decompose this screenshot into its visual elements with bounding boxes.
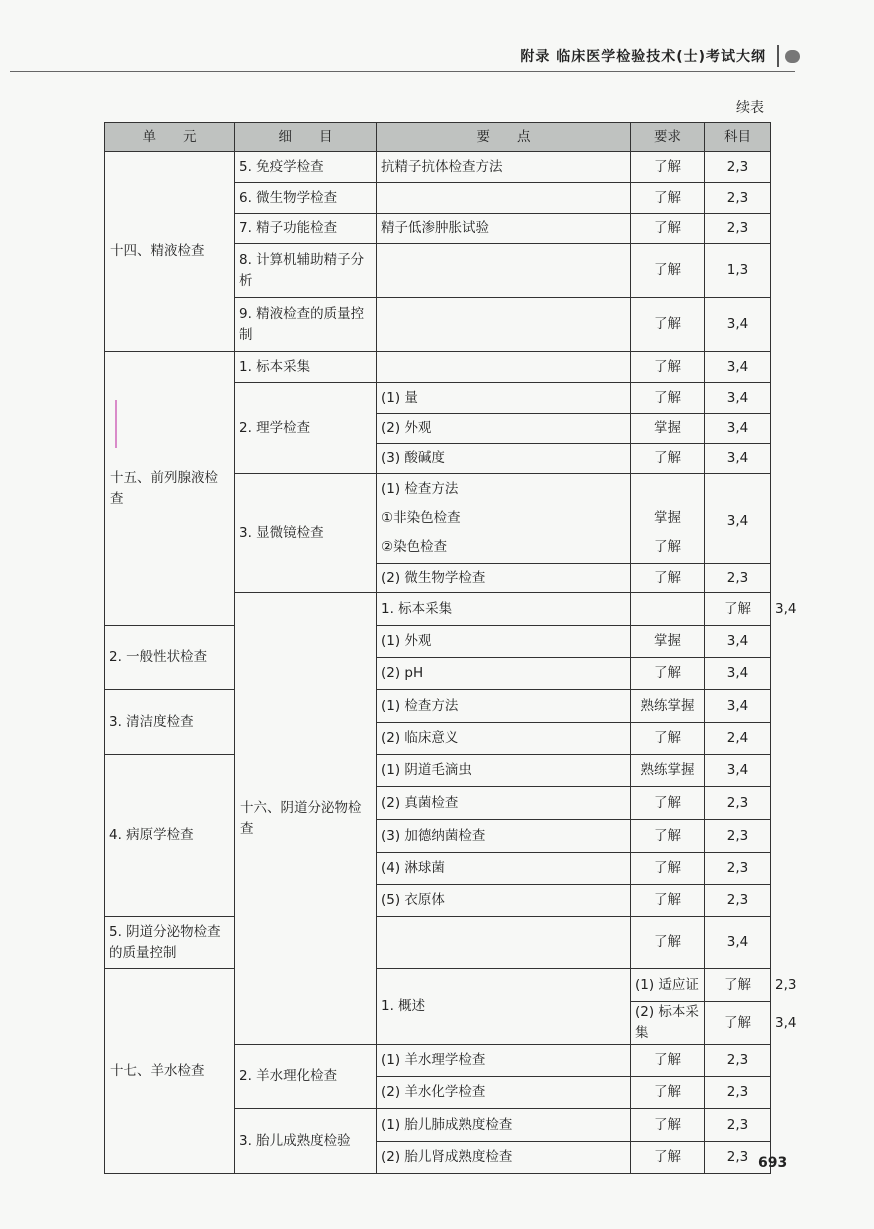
col-header-unit: 单 元 xyxy=(105,123,235,152)
req-cell: 了解 xyxy=(705,593,771,626)
point-cell: (1) 量 xyxy=(377,383,631,414)
subj-cell: 3,4 xyxy=(705,298,771,352)
point-cell: (1) 外观 xyxy=(377,626,631,658)
header-rule xyxy=(10,71,795,72)
point-cell: (1) 检查方法 xyxy=(377,690,631,723)
subj-cell: 2,3 xyxy=(705,1077,771,1109)
item-cell: 3. 胎儿成熟度检验 xyxy=(235,1109,377,1174)
item-cell: 1. 标本采集 xyxy=(235,352,377,383)
unit-cell: 十七、羊水检查 xyxy=(105,969,235,1174)
table-header-row xyxy=(105,123,771,152)
col-header-req: 要求 xyxy=(631,123,705,152)
subj-cell: 2,3 xyxy=(705,183,771,214)
point-cell xyxy=(377,244,631,298)
point-cell: (1) 阴道毛滴虫 xyxy=(377,755,631,787)
point-cell: (2) 外观 xyxy=(377,414,631,444)
subj-cell: 3,4 xyxy=(705,626,771,658)
item-cell: 6. 微生物学检查 xyxy=(235,183,377,214)
req-cell: 了解 xyxy=(631,853,705,885)
req-line: 掌握 xyxy=(654,510,681,526)
subj-cell: 2,3 xyxy=(705,214,771,244)
req-cell: 了解 xyxy=(631,885,705,917)
unit-cell: 十六、阴道分泌物检查 xyxy=(235,593,377,1045)
header-divider xyxy=(777,45,779,67)
point-cell xyxy=(377,917,631,969)
req-cell: 了解 xyxy=(631,383,705,414)
table-row xyxy=(105,352,771,383)
table-row xyxy=(105,755,771,787)
req-cell: 了解 xyxy=(631,298,705,352)
req-cell: 熟练掌握 xyxy=(631,690,705,723)
subj-cell: 2,3 xyxy=(705,820,771,853)
point-cell: (2) 胎儿肾成熟度检查 xyxy=(377,1142,631,1174)
req-cell: 掌握 xyxy=(631,414,705,444)
req-cell: 了解 xyxy=(631,1045,705,1077)
point-line: (1) 检查方法 xyxy=(381,481,459,497)
subj-cell: 3,4 xyxy=(705,444,771,474)
subj-cell: 3,4 xyxy=(705,658,771,690)
req-line: 了解 xyxy=(654,539,681,555)
subj-cell: 2,3 xyxy=(705,152,771,183)
table-row xyxy=(105,917,771,969)
table-row: 十六、阴道分泌物检查 1. 标本采集 了解 3,4 xyxy=(105,593,771,626)
point-cell: (1) 胎儿肺成熟度检查 xyxy=(377,1109,631,1142)
subj-cell: 2,3 xyxy=(705,1045,771,1077)
unit-cell: 十五、前列腺液检查 xyxy=(105,352,235,626)
point-cell xyxy=(377,183,631,214)
item-cell: 5. 阴道分泌物检查的质量控制 xyxy=(105,917,235,969)
item-cell: 2. 理学检查 xyxy=(235,383,377,474)
req-cell: 了解 xyxy=(631,1109,705,1142)
req-cell: 了解 xyxy=(631,1077,705,1109)
item-cell: 1. 标本采集 xyxy=(377,593,631,626)
req-cell: 了解 xyxy=(631,214,705,244)
req-cell: 了解 xyxy=(705,969,771,1002)
subj-cell: 2,3 xyxy=(705,853,771,885)
item-cell: 3. 显微镜检查 xyxy=(235,474,377,593)
point-cell: (2) 羊水化学检查 xyxy=(377,1077,631,1109)
table-row xyxy=(105,690,771,723)
subj-cell: 3,4 xyxy=(705,474,771,564)
point-cell xyxy=(377,474,631,564)
item-cell: 4. 病原学检查 xyxy=(105,755,235,917)
item-cell: 2. 羊水理化检查 xyxy=(235,1045,377,1109)
col-header-subj: 科目 xyxy=(705,123,771,152)
point-cell: (3) 酸碱度 xyxy=(377,444,631,474)
page-number: 693 xyxy=(758,1155,788,1171)
req-cell: 了解 xyxy=(631,244,705,298)
req-cell: 了解 xyxy=(631,152,705,183)
req-cell: 了解 xyxy=(631,352,705,383)
item-cell: 7. 精子功能检查 xyxy=(235,214,377,244)
subj-cell: 1,3 xyxy=(705,244,771,298)
item-cell: 8. 计算机辅助精子分析 xyxy=(235,244,377,298)
col-header-item: 细 目 xyxy=(235,123,377,152)
req-cell: 掌握 xyxy=(631,626,705,658)
point-cell: (2) 真菌检查 xyxy=(377,787,631,820)
subj-cell: 3,4 xyxy=(705,383,771,414)
point-line: ①非染色检查 xyxy=(381,510,461,526)
point-cell: (2) 临床意义 xyxy=(377,723,631,755)
point-cell: (1) 适应证 xyxy=(631,969,705,1002)
table-row: (2) 标本采集 了解 3,4 xyxy=(105,1002,771,1045)
point-cell: (5) 衣原体 xyxy=(377,885,631,917)
point-cell xyxy=(377,352,631,383)
point-cell: (2) 标本采集 xyxy=(631,1002,705,1045)
point-line: ②染色检查 xyxy=(381,539,448,555)
point-cell: 精子低渗肿胀试验 xyxy=(377,214,631,244)
point-cell: (2) pH xyxy=(377,658,631,690)
subj-cell: 2,3 xyxy=(705,564,771,593)
subj-cell: 2,3 xyxy=(705,1142,771,1174)
header-title: 附录 临床医学检验技术(士)考试大纲 xyxy=(520,49,766,65)
subj-cell: 3,4 xyxy=(705,414,771,444)
item-cell: 9. 精液检查的质量控制 xyxy=(235,298,377,352)
table-row: 十七、羊水检查 1. 概述 (1) 适应证 了解 2,3 xyxy=(105,969,771,1002)
req-cell: 熟练掌握 xyxy=(631,755,705,787)
req-cell: 了解 xyxy=(631,723,705,755)
req-cell: 了解 xyxy=(631,564,705,593)
subj-cell: 3,4 xyxy=(705,352,771,383)
req-cell: 了解 xyxy=(631,917,705,969)
point-cell: (4) 淋球菌 xyxy=(377,853,631,885)
point-cell: (3) 加德纳菌检查 xyxy=(377,820,631,853)
req-cell: 了解 xyxy=(631,1142,705,1174)
item-cell: 1. 概述 xyxy=(377,969,631,1045)
req-cell: 了解 xyxy=(631,787,705,820)
req-cell: 了解 xyxy=(705,1002,771,1045)
req-cell: 了解 xyxy=(631,444,705,474)
req-cell xyxy=(631,474,705,564)
point-cell xyxy=(377,298,631,352)
point-cell: 抗精子抗体检查方法 xyxy=(377,152,631,183)
col-header-point: 要 点 xyxy=(377,123,631,152)
subj-cell: 3,4 xyxy=(705,917,771,969)
running-header xyxy=(0,40,874,72)
subj-cell: 2,3 xyxy=(705,787,771,820)
subj-cell: 3,4 xyxy=(705,690,771,723)
table-row xyxy=(105,626,771,658)
subj-cell: 2,4 xyxy=(705,723,771,755)
point-cell: (2) 微生物学检查 xyxy=(377,564,631,593)
req-cell: 了解 xyxy=(631,658,705,690)
item-cell: 2. 一般性状检查 xyxy=(105,626,235,690)
subj-cell: 2,3 xyxy=(705,885,771,917)
point-cell: (1) 羊水理学检查 xyxy=(377,1045,631,1077)
continued-label: 续表 xyxy=(736,100,764,116)
req-cell: 了解 xyxy=(631,820,705,853)
item-cell: 3. 清洁度检查 xyxy=(105,690,235,755)
table-row xyxy=(105,152,771,183)
header-badge-icon xyxy=(785,50,800,63)
item-cell: 5. 免疫学检查 xyxy=(235,152,377,183)
unit-cell: 十四、精液检查 xyxy=(105,152,235,352)
subj-cell: 2,3 xyxy=(705,1109,771,1142)
subj-cell: 3,4 xyxy=(705,755,771,787)
point-cell xyxy=(631,593,705,626)
req-cell: 了解 xyxy=(631,183,705,214)
